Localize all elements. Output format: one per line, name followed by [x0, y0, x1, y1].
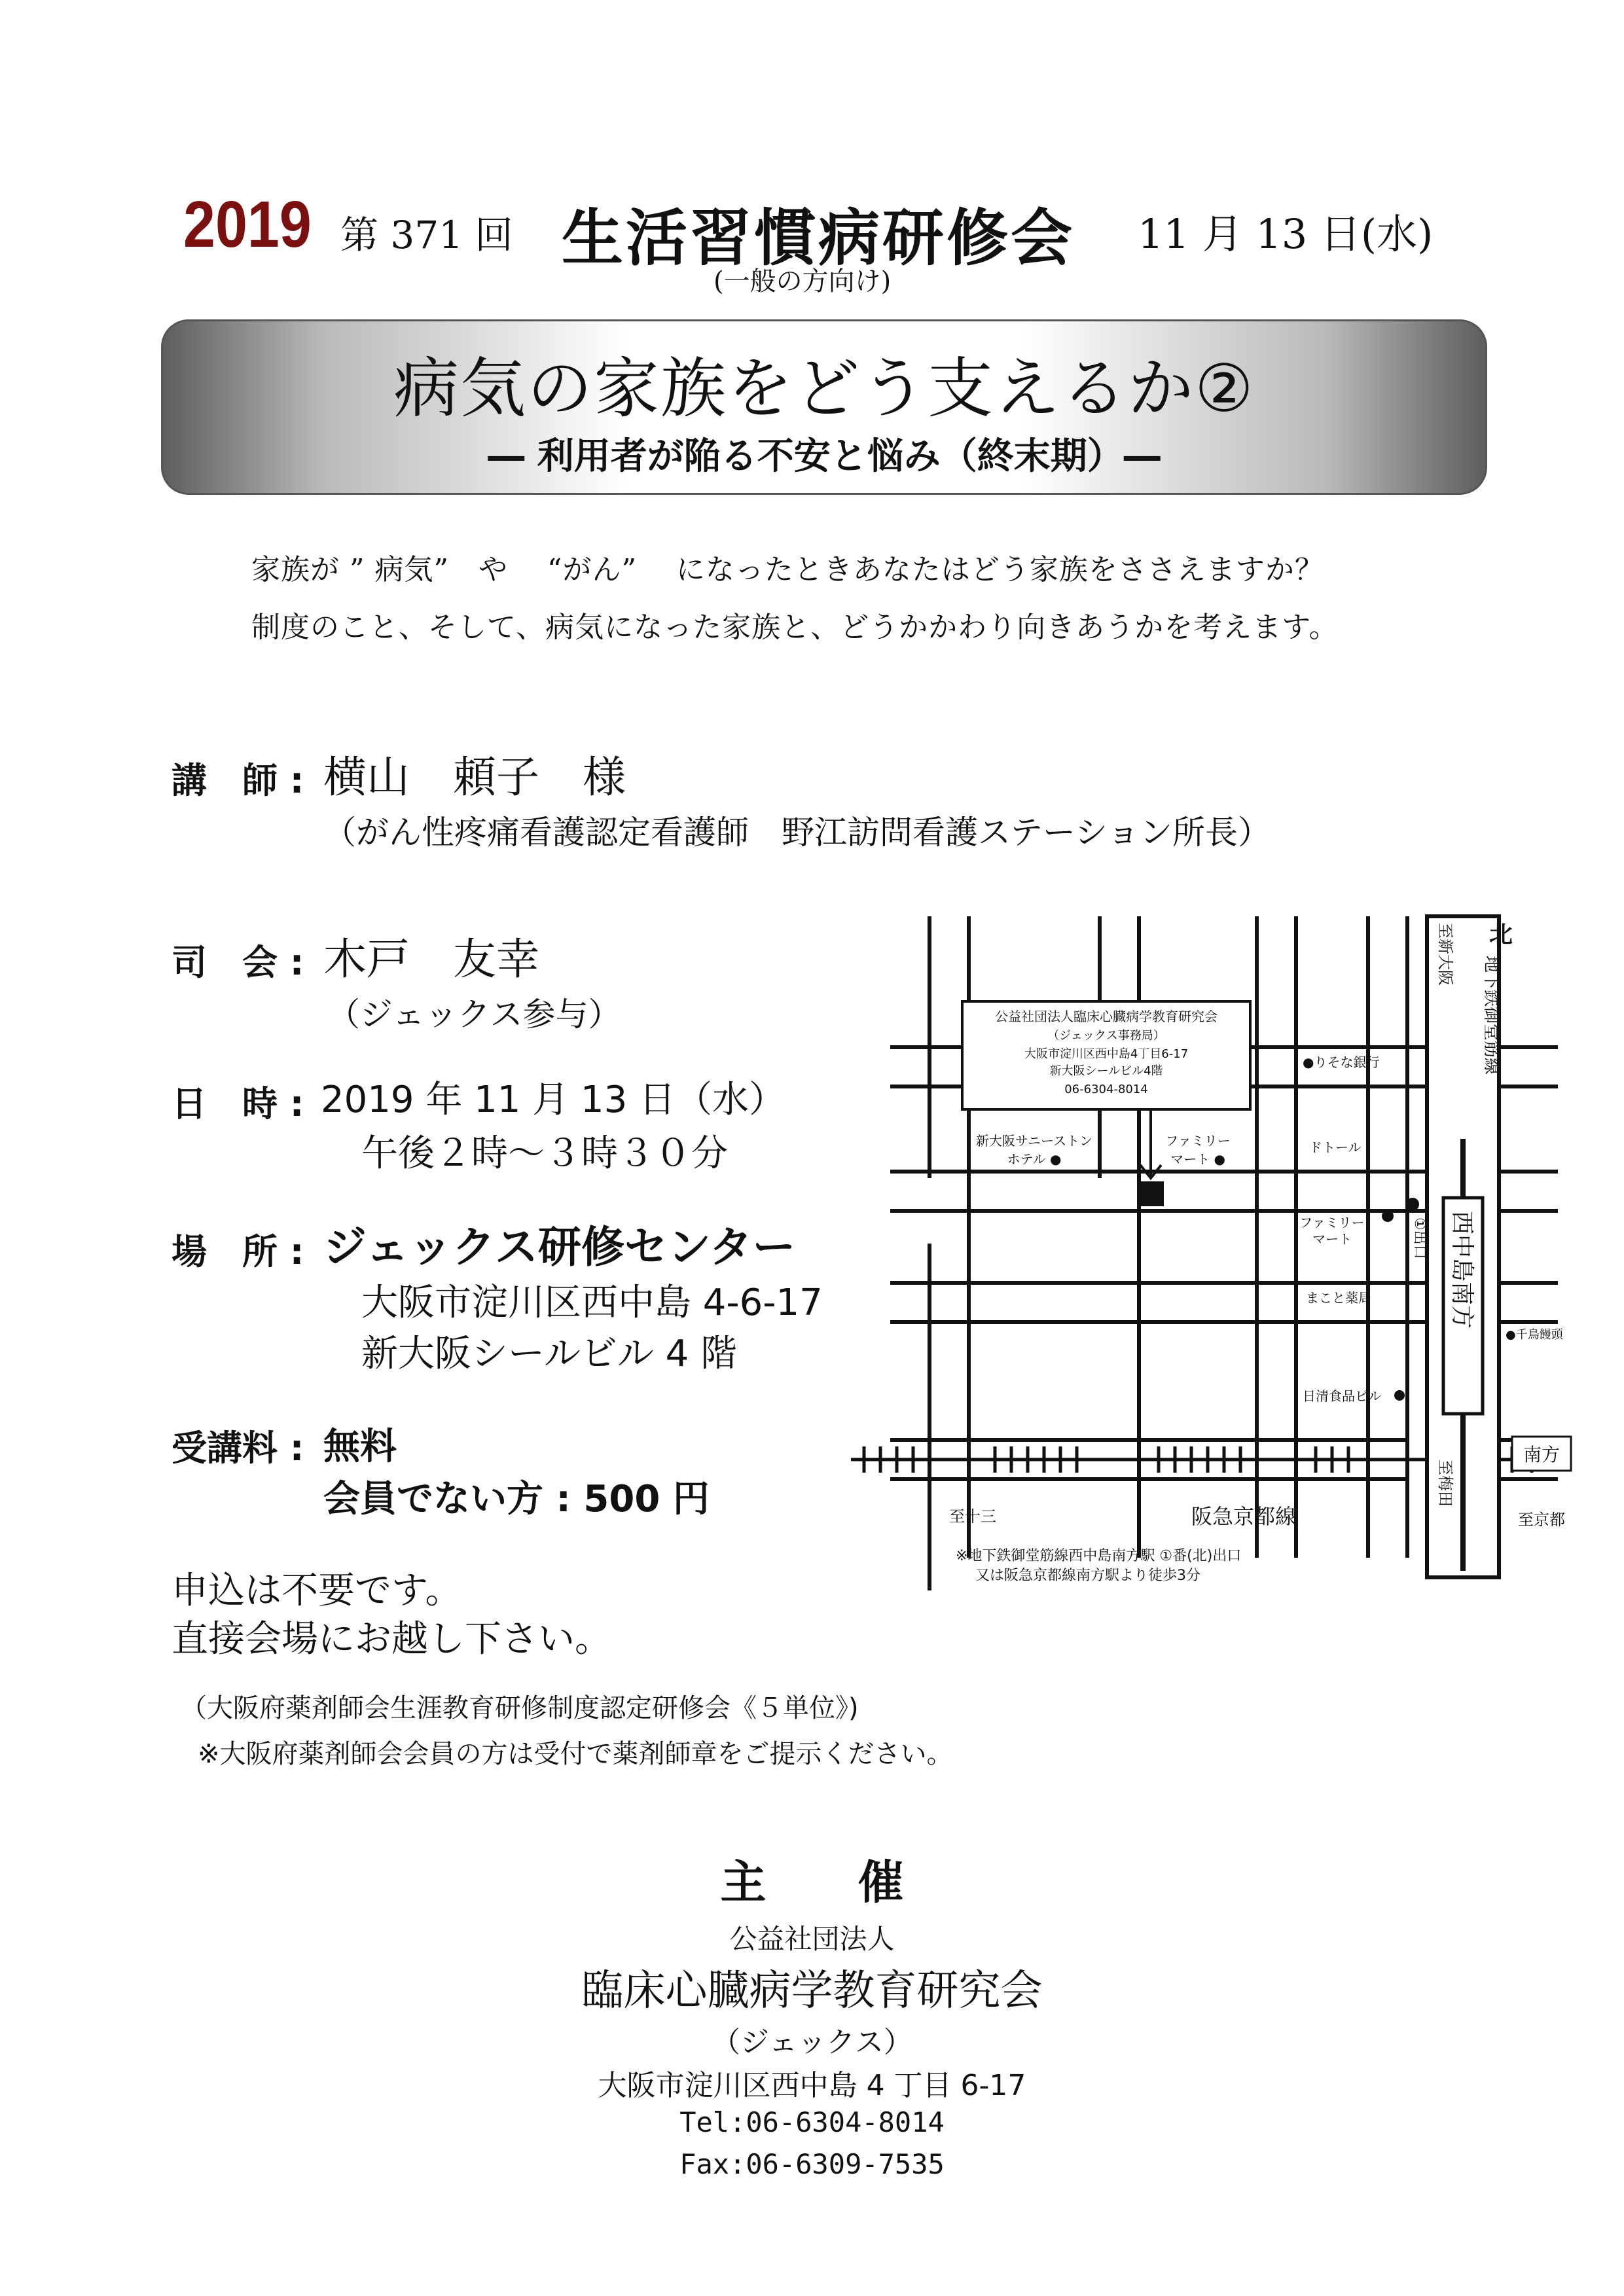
organizer-heading: 主 催: [720, 1856, 904, 1909]
venue-name: ジェックス研修センター: [323, 1222, 796, 1272]
station-name: 西中島南方: [1449, 1211, 1475, 1329]
map-box-line5: 06-6304-8014: [1064, 1083, 1148, 1096]
application-note-2: 直接会場にお越し下さい。: [171, 1618, 611, 1660]
north-mark: 北: [1489, 922, 1513, 948]
moderator-name: 木戸 友幸: [323, 934, 539, 984]
landmark-hotel-a: 新大阪サニーストン: [975, 1133, 1093, 1149]
venue-building: 新大阪シールビル 4 階: [361, 1333, 738, 1375]
landmark-nisshin: 日清食品ビル: [1303, 1388, 1381, 1404]
organizer-address: 大阪市淀川区西中島 4 丁目 6-17: [598, 2069, 1026, 2102]
event-full-date: 2019 年 11 月 13 日（水）: [321, 1079, 786, 1121]
organizer-tel: Tel:06-6304-8014: [679, 2106, 945, 2138]
lecturer-title: （がん性疼痛看護認定看護師 野江訪問看護ステーション所長）: [323, 814, 1271, 852]
event-date: 11 月 13 日(水): [1138, 210, 1434, 258]
application-note-1: 申込は不要です。: [171, 1570, 462, 1612]
event-time: 午後２時～３時３０分: [361, 1132, 728, 1175]
map-box-line4: 新大阪シールビル4階: [1049, 1064, 1163, 1078]
nonmember-fee: 会員でない方 : 500 円: [323, 1478, 710, 1520]
banner-subtitle: ― 利用者が陥る不安と悩み（終末期）―: [488, 435, 1161, 478]
organizer-name: 臨床心臓病学教育研究会: [581, 1967, 1043, 2015]
member-note: ※大阪府薬剤師会会員の方は受付で薬剤師章をご提示ください。: [198, 1739, 953, 1769]
to-juso-label: 至十三: [949, 1507, 996, 1526]
map-box-line1: 公益社団法人臨床心臓病学教育研究会: [995, 1009, 1218, 1024]
landmark-familymart-1a: ファミリー: [1165, 1133, 1231, 1149]
page-title: 生活習慣病研修会: [562, 203, 1075, 274]
organizer-type: 公益社団法人: [729, 1923, 895, 1955]
moderator-title: （ジェックス参与）: [327, 996, 621, 1033]
intro-line-2: 制度のこと、そして、病気になった家族と、どうかかわり向きあうかを考えます。: [251, 611, 1339, 644]
map-box-line2: （ジェックス事務局）: [1047, 1029, 1165, 1043]
minamikata-station: 南方: [1523, 1444, 1561, 1465]
map-footnote-1: ※地下鉄御堂筋線西中島南方駅 ①番(北)出口: [956, 1548, 1242, 1564]
landmark-familymart-1b: マート ●: [1170, 1151, 1225, 1167]
landmark-doutor: ドトール: [1309, 1139, 1362, 1155]
venue-address: 大阪市淀川区西中島 4-6-17: [361, 1282, 823, 1324]
edition-number: 第 371 回: [340, 213, 513, 257]
venue-label: 場 所 :: [171, 1231, 304, 1272]
landmark-resona: ●りそな銀行: [1303, 1054, 1380, 1070]
datetime-label: 日 時 :: [171, 1083, 304, 1124]
to-shinosaka-label: 至新大阪: [1436, 923, 1454, 986]
landmark-familymart-2a: ファミリー: [1299, 1215, 1365, 1230]
exit-label: ①出口: [1411, 1217, 1428, 1259]
banner-title: 病気の家族をどう支えるか②: [393, 350, 1255, 427]
organizer-fax: Fax:06-6309-7535: [679, 2148, 945, 2180]
intro-line-1: 家族が ” 病気” や “がん” になったときあなたはどう家族をささえますか？: [251, 553, 1324, 586]
year: 2019: [183, 188, 312, 261]
moderator-label: 司 会 :: [171, 942, 304, 983]
landmark-makoto: まこと薬局: [1306, 1290, 1371, 1306]
fee-label: 受講料 :: [171, 1427, 304, 1469]
accreditation-note: （大阪府薬剤師会生涯教育研修制度認定研修会《５単位》): [181, 1693, 859, 1723]
map-box-line3: 大阪市淀川区西中島4丁目6-17: [1024, 1047, 1189, 1061]
railway-label: 阪急京都線: [1191, 1504, 1297, 1529]
landmark-familymart-2b: マート: [1312, 1231, 1352, 1247]
lecturer-label: 講 師 :: [171, 760, 304, 801]
landmark-hotel-b: ホテル ●: [1007, 1151, 1062, 1167]
to-kyoto-label: 至京都: [1518, 1511, 1565, 1529]
subway-line-label: 地下鉄御堂筋線: [1481, 956, 1501, 1075]
to-umeda-label: 至梅田: [1436, 1460, 1454, 1507]
access-map: [831, 903, 1565, 1597]
venue-marker: [1139, 1181, 1164, 1206]
title-banner: [161, 319, 1487, 495]
audience-label: (一般の方向け): [713, 266, 892, 296]
fee-value: 無料: [323, 1426, 397, 1468]
landmark-senbashi: ●千鳥饅頭: [1506, 1328, 1563, 1342]
lecturer-name: 横山 頼子 様: [323, 752, 626, 802]
map-footnote-2: 又は阪急京都線南方駅より徒歩3分: [975, 1568, 1200, 1584]
organizer-short-name: （ジェックス）: [712, 2026, 912, 2059]
